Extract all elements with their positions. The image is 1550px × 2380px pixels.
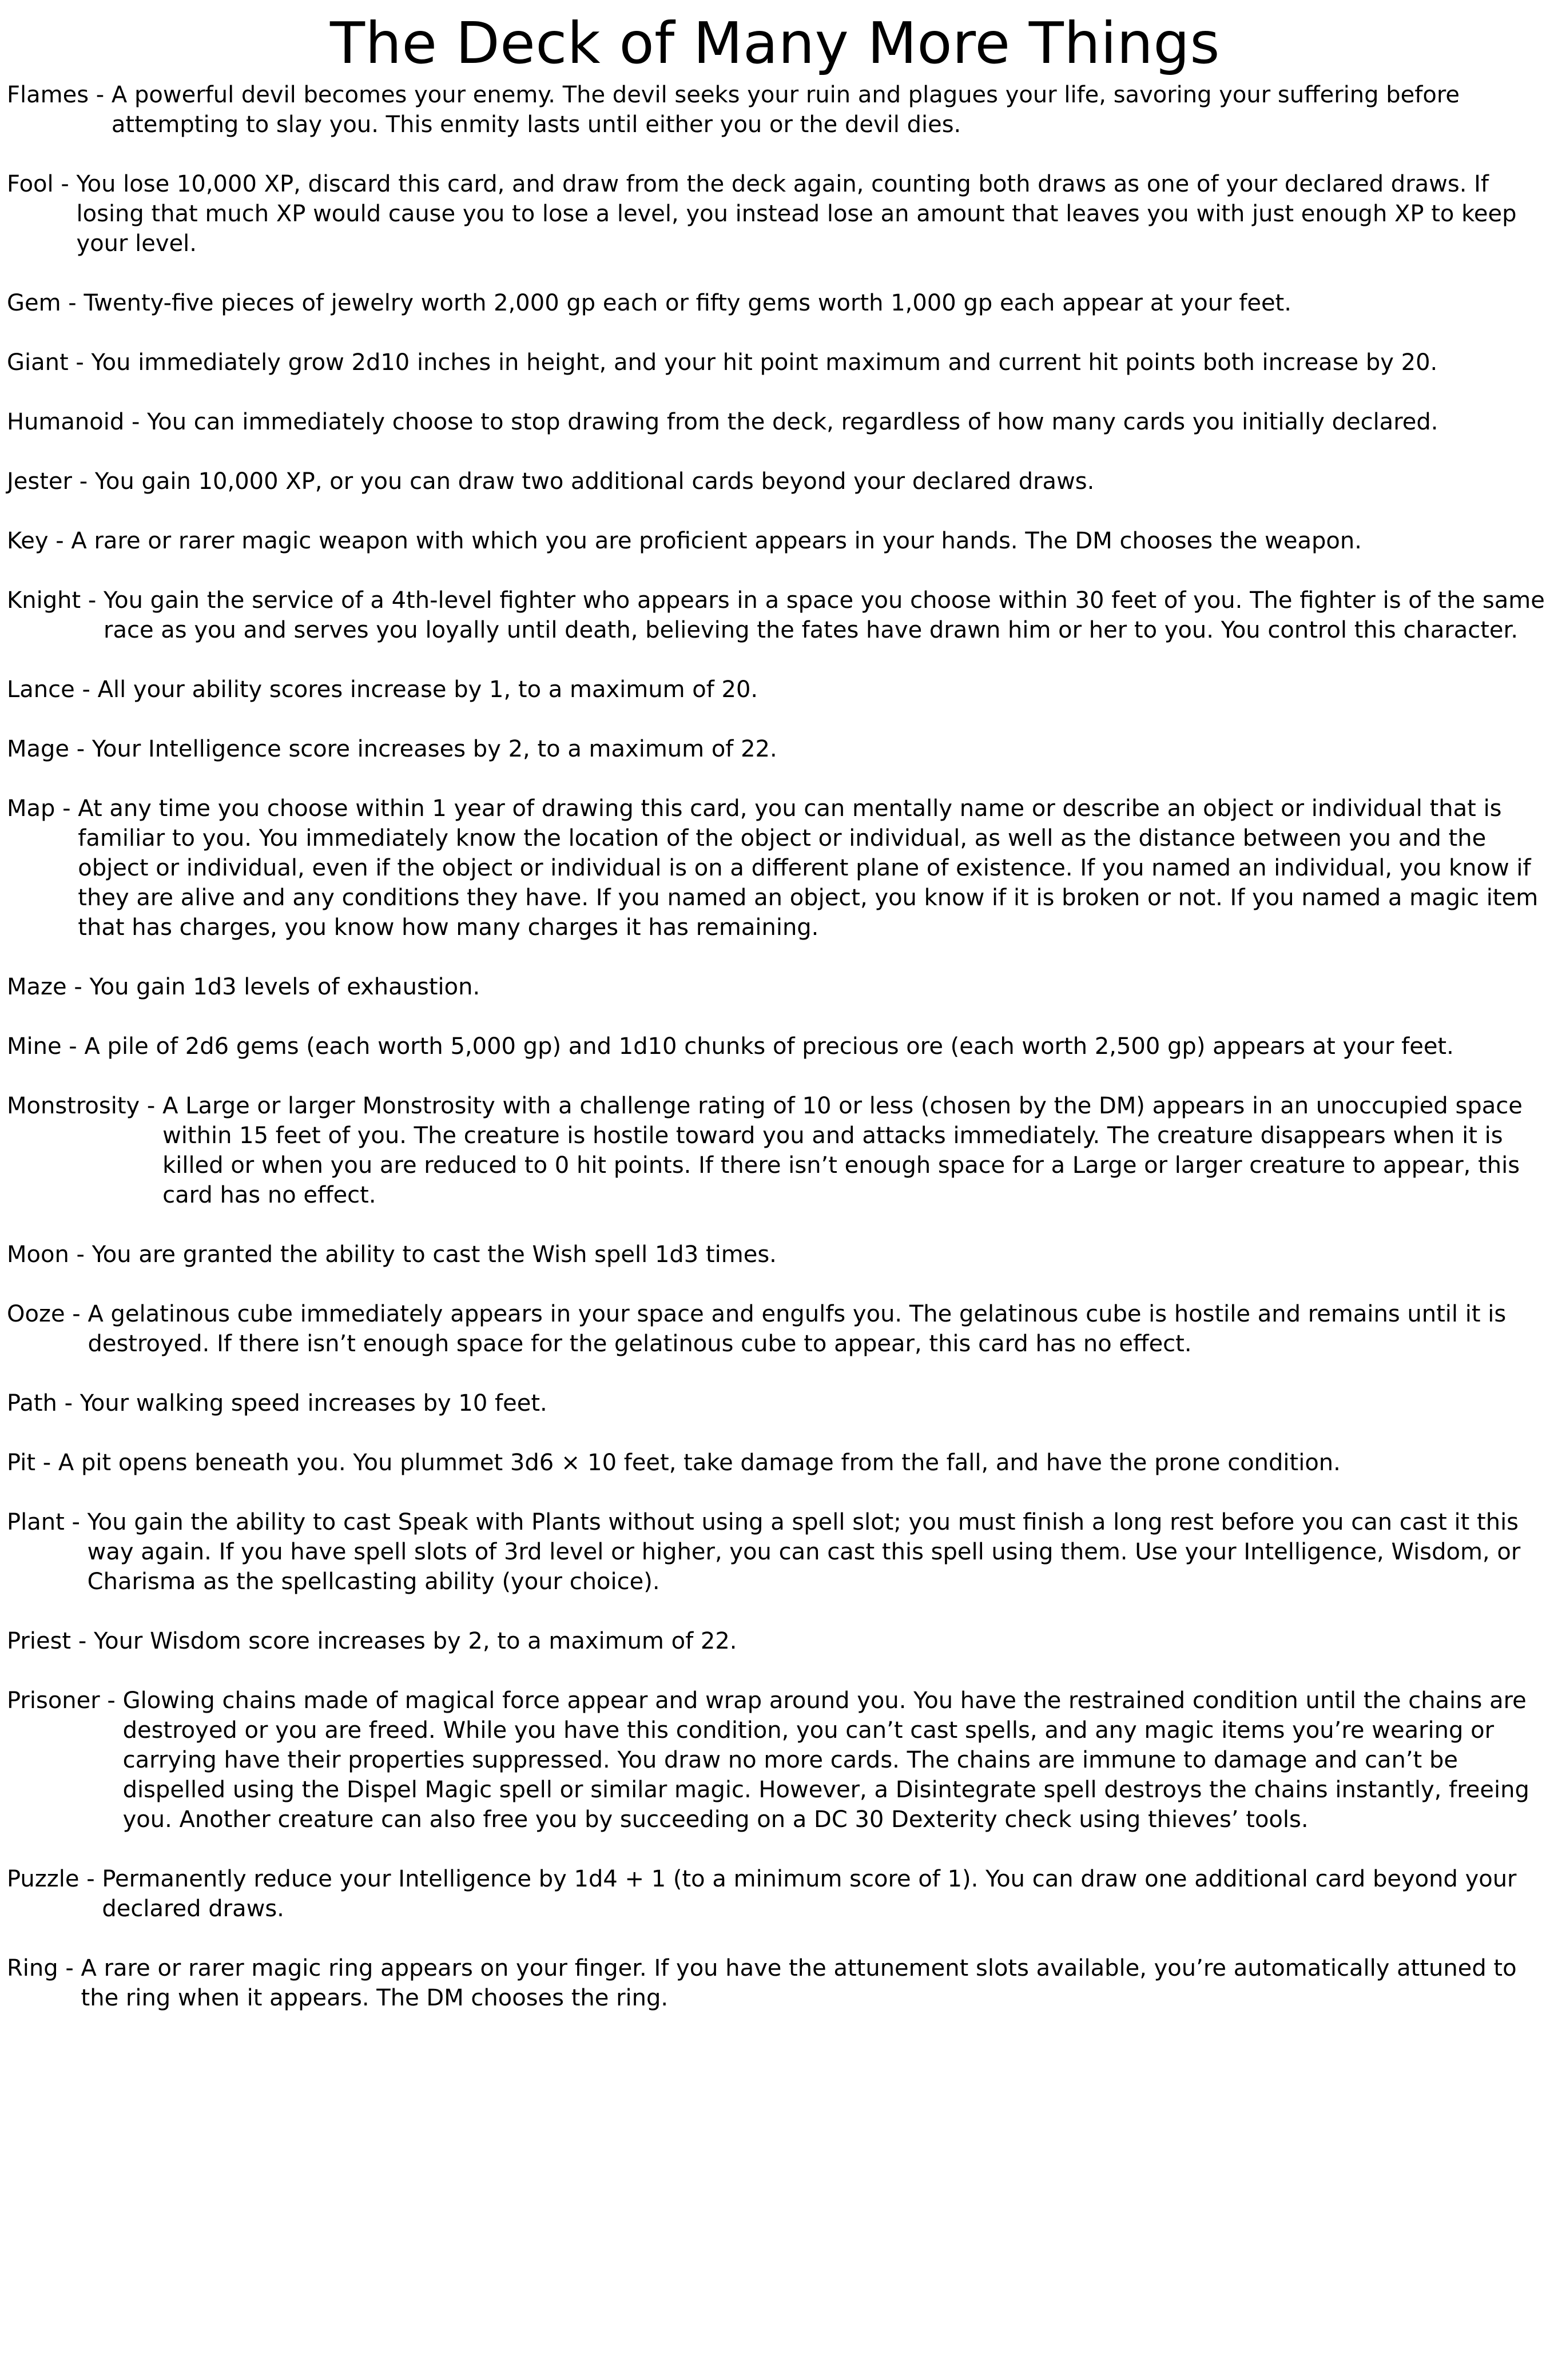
card-separator: - <box>57 1390 80 1416</box>
card-entry-fool <box>7 169 1545 258</box>
card-name: Moon <box>7 1241 69 1268</box>
card-description: A Large or larger Monstrosity with a challenge rating of 10 or less (chosen by the DM) appears in an unoccupied space within 15 feet of you. The creature is hostile toward you and attacks immediately. The creature disappears when it is killed or when you are reduced to 0 hit points. If there isn’t enough space for a Large or larger creature to appear, this card has no effect. <box>162 1093 1523 1208</box>
card-entry-moon <box>7 1240 1545 1269</box>
card-entry-jester <box>7 467 1545 496</box>
card-entry-ooze <box>7 1299 1545 1359</box>
card-separator: - <box>74 676 98 703</box>
card-separator: - <box>48 528 71 554</box>
card-entry-puzzle <box>7 1864 1545 1924</box>
card-description: A gelatinous cube immediately appears in your space and engulfs you. The gelatinous cube is hostile and remains until it is destroyed. If there isn’t enough space for the gelatinous cube to appear, this card has no effect. <box>88 1301 1507 1357</box>
card-separator: - <box>55 795 78 822</box>
card-separator: - <box>61 1033 85 1060</box>
card-name: Giant <box>7 349 69 376</box>
card-separator: - <box>140 1093 163 1119</box>
document-title: The Deck of Many More Things <box>330 10 1220 77</box>
card-name: Monstrosity <box>7 1093 140 1119</box>
card-description: Twenty-five pieces of jewelry worth 2,000 gp each or fifty gems worth 1,000 gp each appear at your feet. <box>84 290 1291 316</box>
card-separator: - <box>71 1628 94 1654</box>
card-entry-maze <box>7 972 1545 1002</box>
card-name: Key <box>7 528 49 554</box>
card-separator: - <box>89 82 112 108</box>
card-entry-map <box>7 794 1545 942</box>
card-separator: - <box>100 1688 123 1714</box>
card-name: Priest <box>7 1628 71 1654</box>
card-entry-plant <box>7 1507 1545 1597</box>
card-entry-mine <box>7 1032 1545 1061</box>
card-description: A rare or rarer magic ring appears on your finger. If you have the attunement slots available, you’re automatically attuned to the ring when it appears. The DM chooses the ring. <box>81 1955 1517 2011</box>
card-separator: - <box>61 290 84 316</box>
card-separator: - <box>65 1301 88 1327</box>
card-separator: - <box>58 1955 81 1981</box>
card-separator: - <box>68 349 92 376</box>
card-entry-ring <box>7 1953 1545 2013</box>
card-description: Glowing chains made of magical force appear and wrap around you. You have the restrained condition until the chains are destroyed or you are freed. While you have this condition, you can’t cast spells, and any magic items you’re wearing or carrying have their properties suppressed. You draw no more cards. The chains are immune to damage and can’t be dispelled using the Dispel Magic spell or similar magic. However, a Disintegrate spell destroys the chains instantly, freeing you. Another creature can also free you by succeeding on a DC 30 Dexterity check using thieves’ tools. <box>122 1688 1529 1833</box>
card-description: Your Wisdom score increases by 2, to a maximum of 22. <box>93 1628 737 1654</box>
card-entry-flames <box>7 80 1545 140</box>
card-description: You lose 10,000 XP, discard this card, and draw from the deck again, counting both draws as one of your declared draws. If losing that much XP would cause you to lose a level, you instead lose an amount that leaves you with just enough XP to keep your level. <box>76 171 1517 257</box>
card-entry-lance <box>7 675 1545 705</box>
card-name: Mage <box>7 736 70 762</box>
card-separator: - <box>53 171 77 197</box>
card-description: A pile of 2d6 gems (each worth 5,000 gp) and 1d10 chunks of precious ore (each worth 2,500 gp) appears at your feet. <box>84 1033 1454 1060</box>
card-entry-path <box>7 1388 1545 1418</box>
card-name: Prisoner <box>7 1688 100 1714</box>
card-name: Mine <box>7 1033 62 1060</box>
card-entry-knight <box>7 586 1545 645</box>
card-entry-mage <box>7 734 1545 764</box>
card-name: Plant <box>7 1509 65 1535</box>
card-description: You are granted the ability to cast the Wish spell 1d3 times. <box>92 1241 777 1268</box>
card-entry-giant <box>7 348 1545 377</box>
card-separator: - <box>64 1509 88 1535</box>
card-description: You can immediately choose to stop drawing from the deck, regardless of how many cards you initially declared. <box>147 409 1438 435</box>
card-entry-monstrosity <box>7 1091 1545 1210</box>
card-separator: - <box>124 409 148 435</box>
card-entry-pit <box>7 1448 1545 1478</box>
card-description: Your walking speed increases by 10 feet. <box>80 1390 547 1416</box>
card-separator: - <box>69 1241 92 1268</box>
card-description: All your ability scores increase by 1, to a maximum of 20. <box>97 676 758 703</box>
card-description: You gain 10,000 XP, or you can draw two additional cards beyond your declared draws. <box>94 468 1095 495</box>
card-entry-gem <box>7 288 1545 318</box>
card-separator: - <box>69 736 92 762</box>
card-entry-prisoner <box>7 1686 1545 1834</box>
card-description: Permanently reduce your Intelligence by 1d4 + 1 (to a minimum score of 1). You can draw one additional card beyond your declared draws. <box>102 1866 1517 1922</box>
card-description: A powerful devil becomes your enemy. The devil seeks your ruin and plagues your life, savoring your suffering before attempting to slay you. This enmity lasts until either you or the devil dies. <box>111 82 1460 138</box>
card-entry-key <box>7 526 1545 556</box>
card-description: Your Intelligence score increases by 2, to a maximum of 22. <box>92 736 777 762</box>
card-name: Fool <box>7 171 54 197</box>
card-separator: - <box>35 1450 58 1476</box>
card-separator: - <box>79 1866 102 1892</box>
card-name: Lance <box>7 676 75 703</box>
card-separator: - <box>71 468 95 495</box>
card-name: Gem <box>7 290 61 316</box>
card-description: A rare or rarer magic weapon with which you are proficient appears in your hands. The DM chooses the weapon. <box>71 528 1362 554</box>
card-description: You gain the ability to cast Speak with Plants without using a spell slot; you must finish a long rest before you can cast it this way again. If you have spell slots of 3rd level or higher, you can cast this spell using them. Use your Intelligence, Wisdom, or Charisma as the spellcasting ability (your choice). <box>87 1509 1521 1595</box>
card-description: A pit opens beneath you. You plummet 3d6 × 10 feet, take damage from the fall, and have the prone condition. <box>58 1450 1341 1476</box>
card-name: Ooze <box>7 1301 65 1327</box>
card-description: You gain 1d3 levels of exhaustion. <box>89 974 480 1000</box>
card-separator: - <box>66 974 90 1000</box>
card-name: Puzzle <box>7 1866 80 1892</box>
card-name: Humanoid <box>7 409 125 435</box>
card-list <box>0 80 1545 2013</box>
card-entry-priest <box>7 1626 1545 1656</box>
card-name: Knight <box>7 587 81 614</box>
card-name: Path <box>7 1390 57 1416</box>
card-name: Pit <box>7 1450 36 1476</box>
card-name: Maze <box>7 974 67 1000</box>
card-description: You immediately grow 2d10 inches in height, and your hit point maximum and current hit points both increase by 20. <box>91 349 1438 376</box>
card-description: At any time you choose within 1 year of drawing this card, you can mentally name or describe an object or individual that is familiar to you. You immediately know the location of the object or individual, as well as the distance between you and the object or individual, even if the object or individual is on a different plane of existence. If you named an individual, you know if they are alive and any conditions they have. If you named an object, you know if it is broken or not. If you named a magic item that has charges, you know how many charges it has remaining. <box>78 795 1539 941</box>
card-description: You gain the service of a 4th-level fighter who appears in a space you choose within 30 feet of you. The fighter is of the same race as you and serves you loyally until death, believing the fates have drawn him or her to you. You control this character. <box>104 587 1545 643</box>
card-name: Flames <box>7 82 89 108</box>
card-name: Jester <box>7 468 72 495</box>
card-entry-humanoid <box>7 407 1545 437</box>
card-name: Map <box>7 795 55 822</box>
card-separator: - <box>81 587 104 614</box>
card-name: Ring <box>7 1955 58 1981</box>
